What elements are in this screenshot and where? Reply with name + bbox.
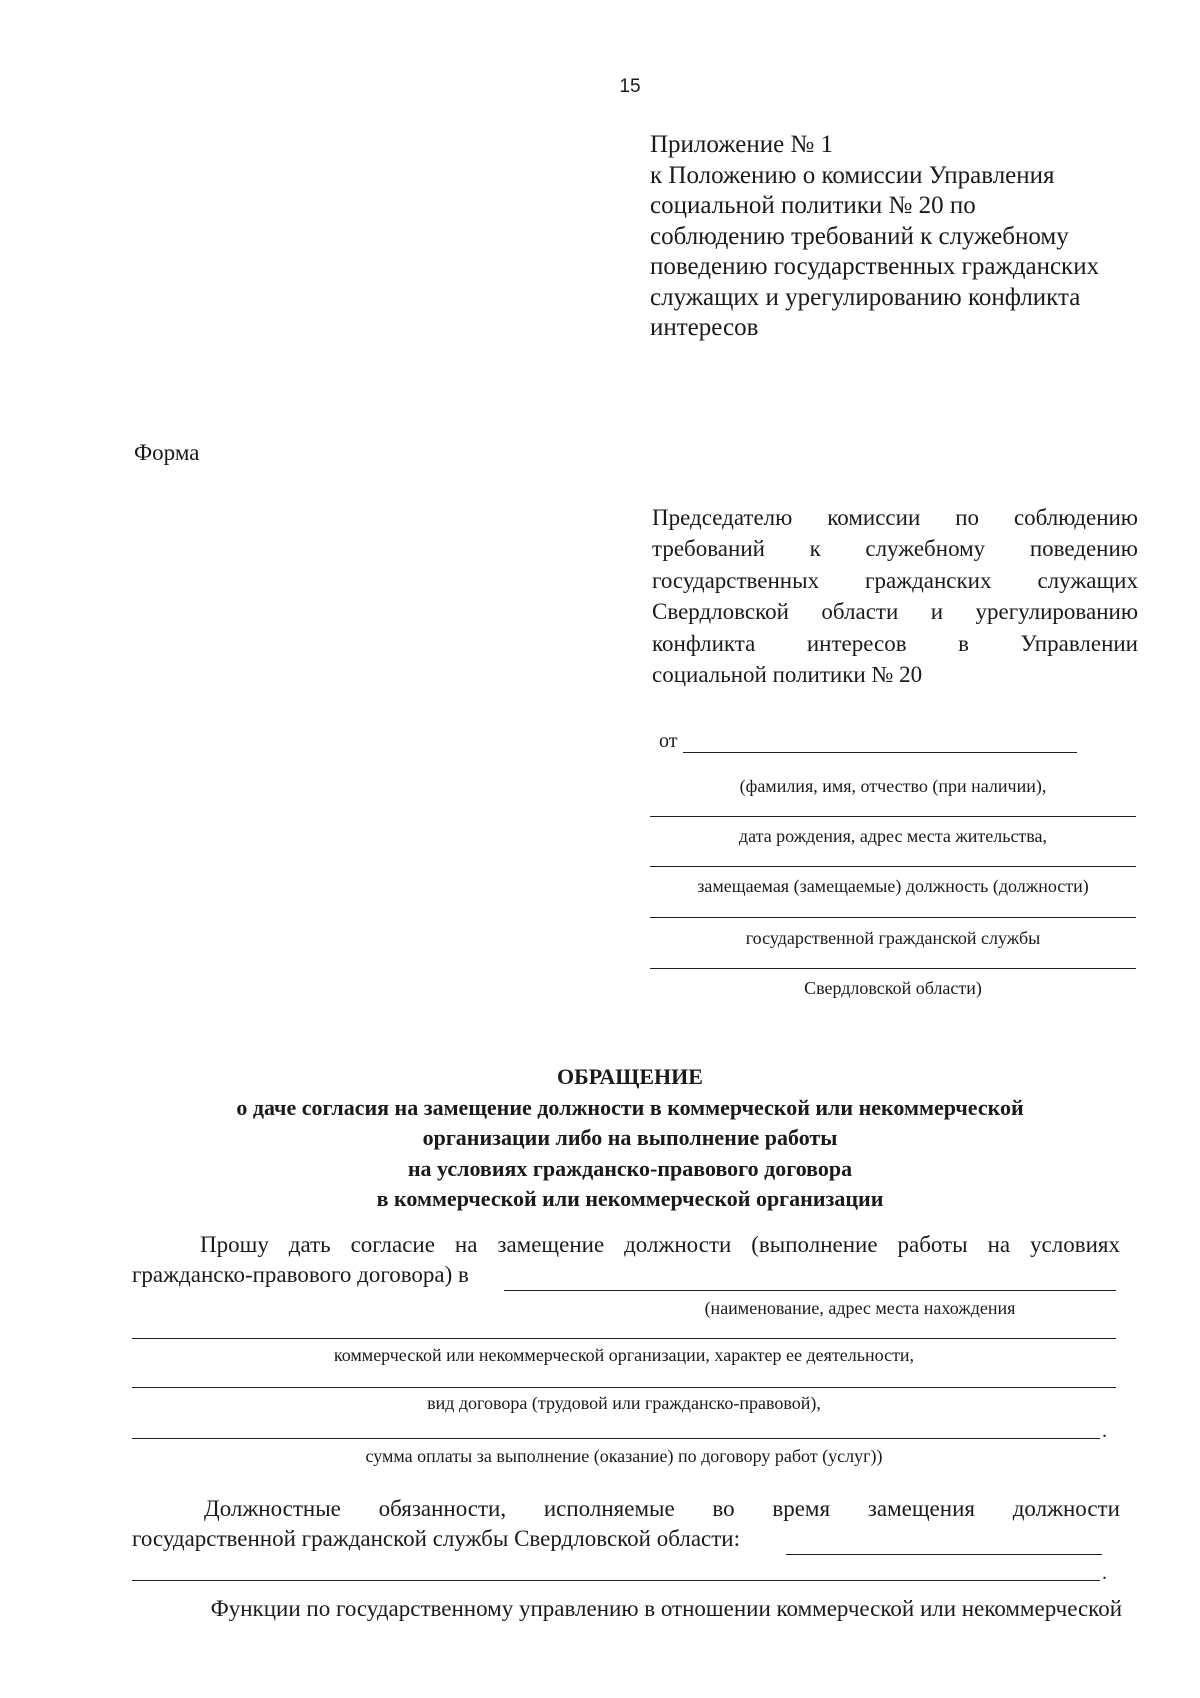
addressee-word: в: [958, 630, 970, 656]
duties-word: время: [772, 1496, 831, 1521]
field-caption: замещаемая (замещаемые) должность (должности): [697, 876, 1089, 896]
addressee-word: и: [930, 599, 944, 625]
appendix-line: поведению государственных гражданских: [650, 253, 1100, 280]
addressee-word: конфликта: [652, 630, 756, 656]
field-caption: коммерческой или некоммерческой организации, характер ее деятельности,: [333, 1345, 915, 1365]
duties-word: замещения: [867, 1496, 975, 1521]
duties-word: исполняемые: [543, 1496, 675, 1521]
appendix-line: служащих и урегулированию конфликта: [650, 283, 1081, 311]
field-caption: (фамилия, имя, отчество (при наличии),: [739, 776, 1047, 796]
addressee-word: Управлении: [1020, 630, 1138, 656]
field-caption: (наименование, адрес места нахождения: [704, 1298, 1016, 1318]
addressee-word: требований: [652, 536, 765, 562]
appendix-header: [650, 130, 1170, 344]
request-word: работы: [897, 1232, 968, 1257]
request-word: условиях: [1030, 1232, 1120, 1257]
title-heading: ОБРАЩЕНИЕ: [557, 1064, 703, 1089]
request-word: замещение: [497, 1232, 605, 1257]
duties-line-1: [204, 1496, 1120, 1522]
duties-line-2: государственной гражданской службы Свердловской области:: [132, 1526, 740, 1551]
appendix-line: интересов: [650, 314, 759, 341]
addressee-word: по: [955, 505, 980, 530]
appendix-line: к Положению о комиссии Управления: [650, 161, 1055, 189]
fill-in-line[interactable]: [650, 866, 1136, 867]
addressee-word: к: [809, 536, 821, 562]
request-word: на: [454, 1232, 478, 1257]
addressee-line: [652, 596, 1138, 627]
functions-line-1: Функции по государственному управлению в отношении коммерческой или некоммерческой: [210, 1596, 1122, 1621]
appendix-line: социальной политики № 20 по: [650, 192, 976, 219]
appendix-line: соблюдению требований к служебному: [650, 222, 1069, 250]
field-caption: вид договора (трудовой или гражданско-правовой),: [427, 1393, 821, 1413]
addressee-word: гражданских: [865, 567, 992, 593]
addressee-word: Председателю: [652, 505, 793, 530]
page-number: 15: [619, 76, 641, 97]
from-row: [659, 730, 1077, 753]
organization-field[interactable]: [504, 1290, 1116, 1291]
title-line: на условиях гражданско-правового договора: [407, 1155, 853, 1181]
addressee-last-line: социальной политики № 20: [652, 662, 923, 688]
field-caption: сумма оплаты за выполнение (оказание) по договору работ (услуг)): [365, 1446, 883, 1466]
title-line: о даче согласия на замещение должности в коммерческой или некоммерческой: [236, 1094, 1024, 1120]
fill-in-line[interactable]: [650, 816, 1136, 817]
title-line: в коммерческой или некоммерческой организации: [376, 1186, 884, 1211]
request-line-1: [200, 1232, 1120, 1258]
addressee-word: служащих: [1037, 567, 1138, 593]
addressee-line: [652, 628, 1138, 659]
duties-word: обязанности,: [378, 1496, 507, 1521]
appendix-line: Приложение № 1: [650, 131, 834, 158]
addressee-word: комиссии: [827, 505, 921, 530]
line-end-dot: .: [1102, 1562, 1107, 1584]
request-word: Прошу: [200, 1232, 269, 1257]
request-word: дать: [288, 1232, 331, 1257]
addressee-line: [652, 565, 1138, 596]
addressee-word: урегулированию: [975, 599, 1138, 625]
field-caption: дата рождения, адрес места жительства,: [738, 826, 1048, 846]
fill-in-line[interactable]: [132, 1338, 1116, 1339]
field-caption: государственной гражданской службы: [745, 928, 1041, 948]
addressee-word: области: [821, 599, 899, 625]
addressee-word: Свердловской: [652, 599, 789, 625]
addressee-word: государственных: [652, 567, 820, 593]
duties-word: должности: [1012, 1496, 1120, 1521]
addressee-line: [652, 502, 1138, 533]
fill-in-line[interactable]: [132, 1580, 1100, 1581]
from-name-field[interactable]: [683, 732, 1077, 753]
fill-in-line[interactable]: [650, 968, 1136, 969]
from-label: от: [659, 730, 678, 752]
addressee-word: служебному: [865, 536, 986, 562]
request-word: должности: [624, 1232, 732, 1257]
document-title: [140, 1062, 1120, 1215]
field-caption: Свердловской области): [804, 978, 982, 998]
request-word: на: [987, 1232, 1011, 1257]
request-word: согласие: [350, 1232, 435, 1257]
title-line: организации либо на выполнение работы: [422, 1125, 838, 1150]
fill-in-line[interactable]: [132, 1438, 1100, 1439]
line-end-dot: .: [1102, 1420, 1107, 1442]
addressee-block: [652, 502, 1138, 690]
duties-field[interactable]: [786, 1554, 1102, 1555]
duties-word: во: [712, 1496, 735, 1521]
addressee-word: интересов: [806, 630, 907, 656]
form-label: Форма: [134, 440, 200, 465]
addressee-line: [652, 533, 1138, 564]
addressee-word: поведению: [1029, 536, 1138, 562]
request-line-2: гражданско-правового договора) в: [132, 1262, 469, 1287]
addressee-word: соблюдению: [1013, 505, 1138, 530]
fill-in-line[interactable]: [132, 1387, 1116, 1388]
duties-word: Должностные: [204, 1496, 341, 1521]
request-word: (выполнение: [751, 1232, 878, 1257]
fill-in-line[interactable]: [650, 917, 1136, 918]
